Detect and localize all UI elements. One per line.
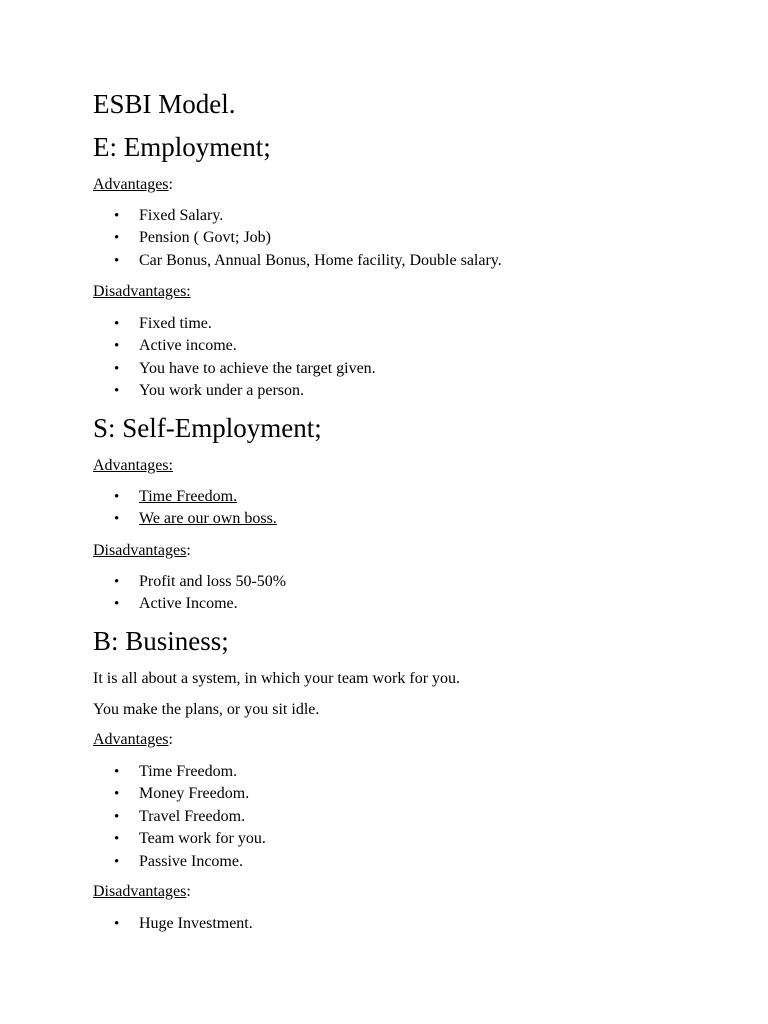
business-disadvantages-label-colon: : [186, 883, 191, 900]
business-advantages-label-text: Advantages [93, 731, 169, 748]
list-item [0, 593, 768, 615]
list-item-text: Time Freedom. [139, 763, 238, 780]
section-heading-business: B: Business; [93, 626, 229, 656]
bullet-icon: • [114, 360, 120, 377]
business-paragraph: It is all about a system, in which your team work for you. [93, 670, 461, 687]
bullet-icon: • [114, 786, 120, 803]
bullet-icon: • [114, 489, 120, 505]
bullet-icon: • [114, 383, 120, 400]
list-item [0, 761, 768, 783]
list-item-text: Time Freedom. [139, 488, 238, 505]
employment-disadvantages-list [0, 313, 768, 403]
list-item [0, 851, 768, 873]
self-employment-advantages-label: Advantages: [93, 457, 173, 474]
list-item-text: Fixed time. [139, 315, 212, 332]
business-disadvantages-list [0, 913, 768, 935]
list-item [0, 508, 768, 530]
list-item-text: You have to achieve the target given. [139, 359, 376, 377]
list-item-text: Profit and loss 50-50% [139, 573, 287, 590]
list-item [0, 358, 768, 380]
list-item-text: Huge Investment. [139, 915, 253, 932]
employment-advantages-label [93, 175, 173, 195]
list-item [0, 205, 768, 227]
list-item-text: Active Income. [139, 595, 238, 613]
bullet-icon: • [114, 230, 120, 247]
bullet-icon: • [114, 316, 120, 332]
bullet-icon: • [114, 764, 120, 780]
section-heading-self-employment: S: Self-Employment; [93, 413, 322, 443]
list-item-text: Team work for you. [139, 830, 266, 848]
list-item [0, 335, 768, 357]
list-item-text: Car Bonus, Annual Bonus, Home facility, Double salary. [139, 251, 502, 269]
list-item-text: Fixed Salary. [139, 207, 224, 224]
list-item [0, 783, 768, 805]
employment-advantages-list [0, 205, 768, 272]
list-item [0, 828, 768, 850]
bullet-icon: • [114, 338, 120, 355]
self-employment-disadvantages-label-colon: : [186, 542, 191, 559]
self-employment-disadvantages-list [0, 571, 768, 616]
business-disadvantages-label-text: Disadvantages [93, 883, 187, 900]
self-employment-disadvantages-label-text: Disadvantages [93, 542, 187, 559]
employment-advantages-label-text: Advantages [93, 176, 169, 193]
list-item [0, 913, 768, 935]
self-employment-advantages-list [0, 486, 768, 531]
document-title: ESBI Model. [93, 89, 236, 119]
bullet-icon: • [114, 831, 120, 848]
employment-disadvantages-label: Disadvantages: [93, 283, 191, 300]
section-heading-employment: E: Employment; [93, 132, 271, 162]
bullet-icon: • [114, 808, 120, 825]
self-employment-disadvantages-label [93, 541, 191, 561]
bullet-icon: • [114, 252, 120, 269]
list-item-text: Passive Income. [139, 852, 243, 870]
list-item [0, 380, 768, 402]
bullet-icon: • [114, 853, 120, 870]
list-item-text: You work under a person. [139, 382, 305, 400]
list-item-text: Money Freedom. [139, 785, 250, 803]
business-disadvantages-label [93, 882, 191, 902]
business-paragraph: You make the plans, or you sit idle. [93, 701, 320, 718]
list-item [0, 227, 768, 249]
bullet-icon: • [114, 916, 120, 932]
bullet-icon: • [114, 574, 120, 590]
bullet-icon: • [114, 208, 120, 224]
list-item-text: Pension ( Govt; Job) [139, 229, 271, 247]
list-item [0, 313, 768, 335]
list-item [0, 806, 768, 828]
business-advantages-list [0, 761, 768, 873]
list-item-text: Active income. [139, 337, 237, 355]
bullet-icon: • [114, 511, 120, 528]
list-item [0, 486, 768, 508]
bullet-icon: • [114, 596, 120, 613]
list-item-text: We are our own boss. [139, 510, 277, 528]
employment-advantages-label-colon: : [168, 176, 173, 193]
business-advantages-label-colon: : [168, 731, 173, 748]
list-item [0, 250, 768, 272]
list-item-text: Travel Freedom. [139, 807, 246, 825]
business-advantages-label [93, 730, 173, 750]
list-item [0, 571, 768, 593]
